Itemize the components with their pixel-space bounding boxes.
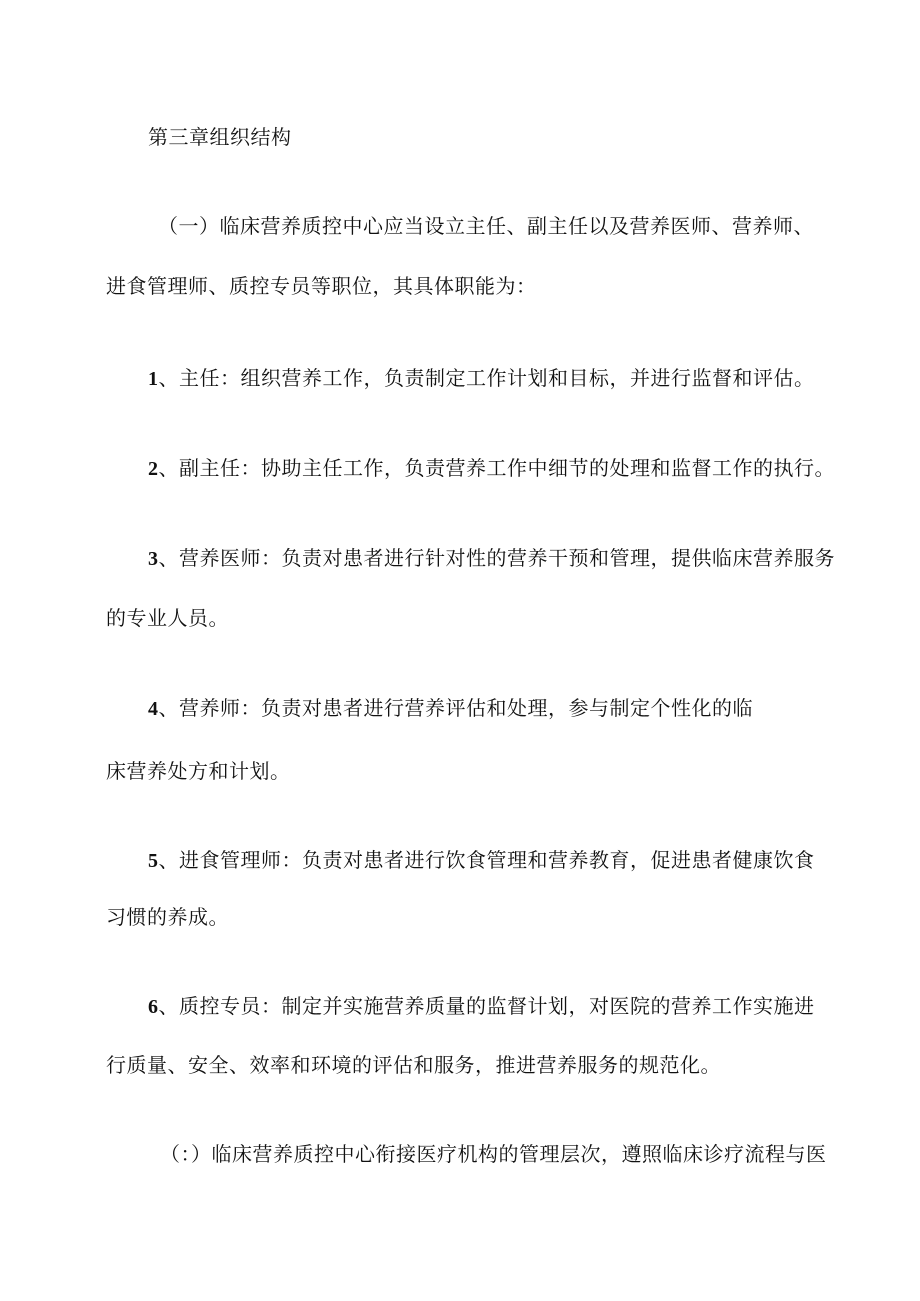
chapter-title: 第三章组织结构	[148, 125, 292, 149]
item-3-number: 3	[148, 548, 159, 570]
item-4	[148, 695, 753, 722]
section1-line2: 进食管理师、质控专员等职位，其具体职能为：	[106, 274, 537, 298]
item-5	[148, 847, 815, 874]
item-5-number: 5	[148, 850, 159, 872]
item-4-continuation: 床营养处方和计划。	[106, 759, 291, 783]
item-5-text: 、进食管理师：负责对患者进行饮食管理和营养教育，促进患者健康饮食	[158, 848, 815, 872]
item-4-text: 、营养师：负责对患者进行营养评估和处理，参与制定个性化的临	[158, 696, 753, 720]
item-1-number: 1	[148, 368, 159, 390]
item-3-continuation: 的专业人员。	[106, 606, 229, 630]
item-3	[148, 545, 835, 572]
section1-line1: （一）临床营养质控中心应当设立主任、副主任以及营养医师、营养师、	[158, 214, 814, 238]
item-4-number: 4	[148, 698, 159, 720]
item-2	[148, 455, 835, 482]
item-1-text: 、主任：组织营养工作，负责制定工作计划和目标，并进行监督和评估。	[158, 366, 815, 390]
item-6-text: 、质控专员：制定并实施营养质量的监督计划，对医院的营养工作实施进	[158, 994, 815, 1018]
item-6-continuation: 行质量、安全、效率和环境的评估和服务，推进营养服务的规范化。	[106, 1053, 721, 1077]
item-3-text: 、营养医师：负责对患者进行针对性的营养干预和管理，提供临床营养服务	[158, 546, 835, 570]
section2-line1: （：）临床营养质控中心衔接医疗机构的管理层次，遵照临床诊疗流程与医	[160, 1142, 827, 1166]
item-6-number: 6	[148, 996, 159, 1018]
item-6	[148, 993, 815, 1020]
item-2-number: 2	[148, 458, 159, 480]
item-2-text: 、副主任：协助主任工作，负责营养工作中细节的处理和监督工作的执行。	[158, 456, 835, 480]
item-5-continuation: 习惯的养成。	[106, 905, 229, 929]
item-1	[148, 365, 815, 392]
